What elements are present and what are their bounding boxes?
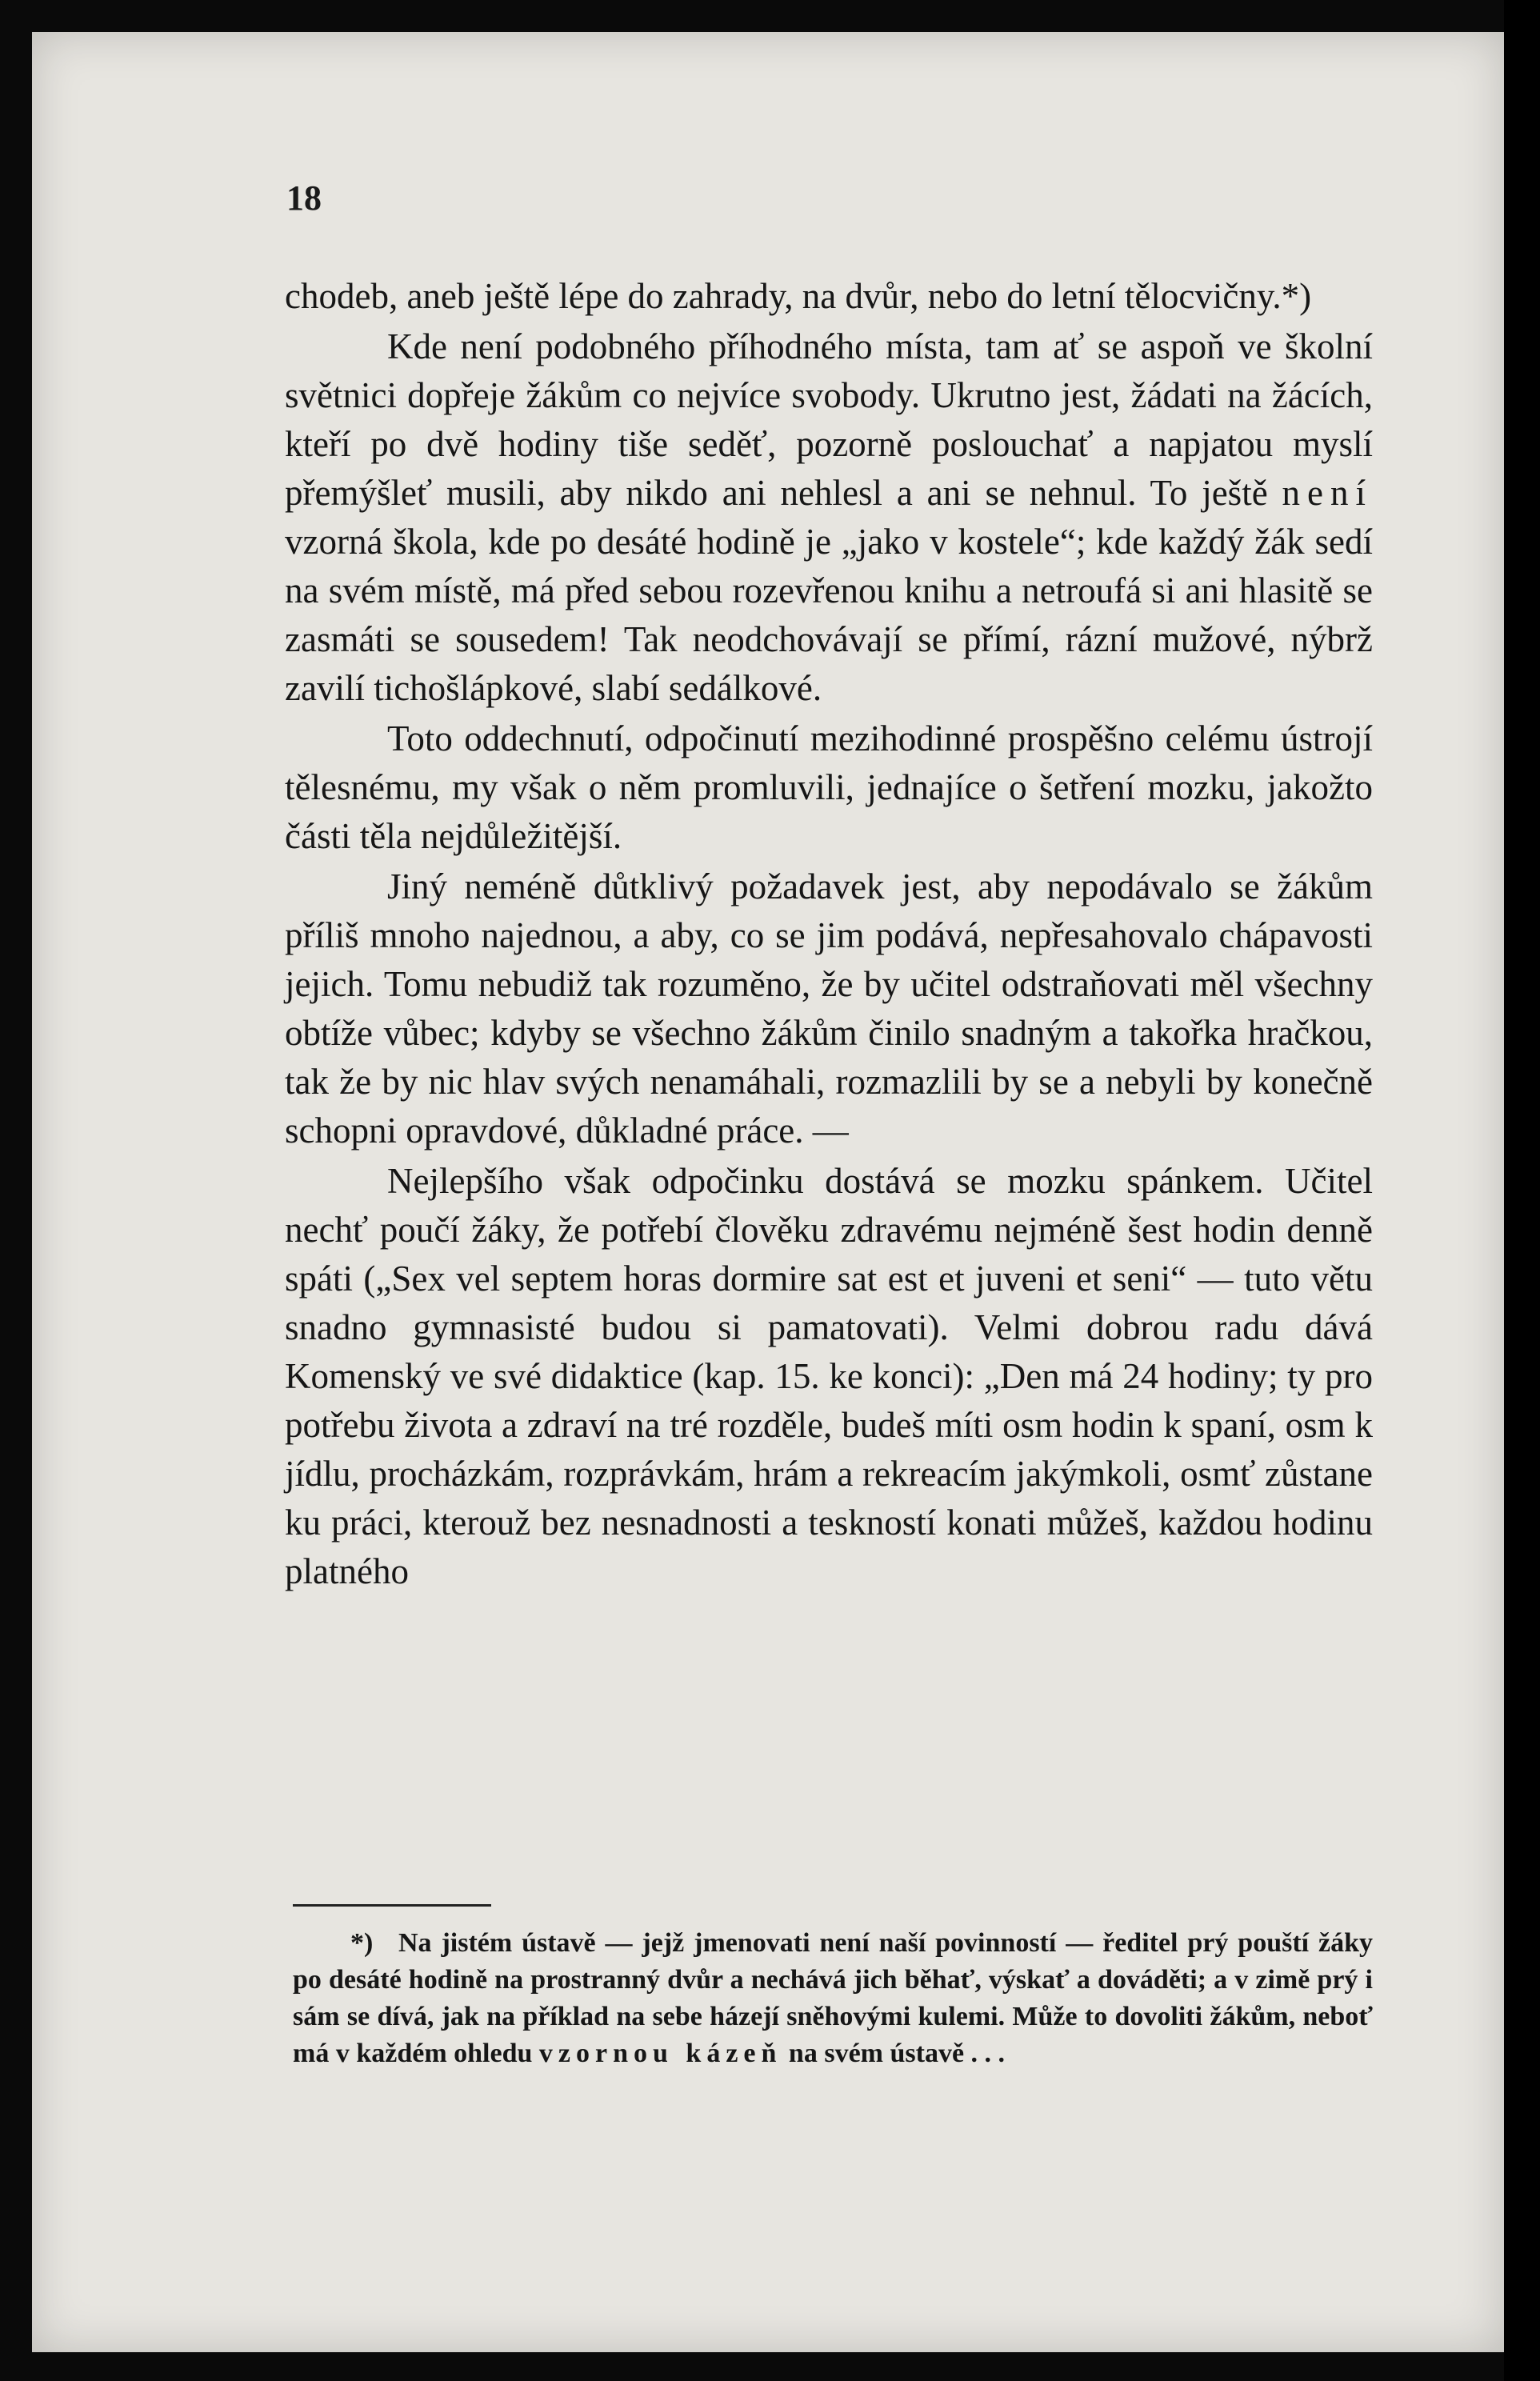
footnote-text-end: na svém ústavě . . . [788, 2039, 1006, 2068]
emphasized-word: není [1282, 473, 1373, 513]
paragraph-2-end: vzorná škola, kde po desáté hodině je „jako v kostele“; kde každý žák sedí na svém místě, má před sebou rozevřenou knihu a netroufá si ani hlasitě se zasmáti se sousedem! Tak neodchovávají se přímí, rázní mužové, nýbrž zavilí tichošlápkové, slabí sedálkové. [285, 522, 1373, 708]
page-number: 18 [286, 178, 322, 218]
footnote [293, 1925, 1373, 2072]
footnote-mark: *) [350, 1928, 374, 1958]
footnote-emphasized: vzornou kázeň [538, 2039, 782, 2068]
body-text [285, 272, 1373, 1598]
footnote-text-start: Na jistém ústavě — jejž jmenovati není naší povinností — ředitel prý pouští žáky po desáté hodině na prostranný dvůr a nechává jich běhať, výskať a dováděti; a v zimě prý i sám se dívá, jak na příklad na sebe házejí sněhovými kulemi. Může to dovoliti žákům, neboť má v každém ohledu [293, 1928, 1373, 2068]
footnote-divider [293, 1904, 491, 1907]
paragraph-2 [285, 322, 1373, 713]
paragraph-1: chodeb, aneb ještě lépe do zahrady, na dvůr, nebo do letní tělocvičny.*) [285, 276, 1312, 316]
paragraph-2-start: Kde není podobného příhodného místa, tam ať se aspoň ve školní světnici dopřeje žákům co nejvíce svobody. Ukrutno jest, žádati na žácích, kteří po dvě hodiny tiše seděť, pozorně poslouchať a napjatou myslí přemýšleť musili, aby nikdo ani nehlesl a ani se nehnul. To ještě [285, 326, 1373, 513]
paragraph-5: Nejlepšího však odpočinku dostává se mozku spánkem. Učitel nechť poučí žáky, že potřebí člověku zdravému nejméně šest hodin denně spáti („Sex vel septem horas dormire sat est et juveni et seni“ — tuto větu snadno gymnasisté budou si pamatovati). Velmi dobrou radu dává Komenský ve své didaktice (kap. 15. ke konci): „Den má 24 hodiny; ty pro potřebu života a zdraví na tré rozděle, budeš míti osm hodin k spaní, osm k jídlu, procházkám, rozprávkám, hrám a rekreacím jakýmkoli, osmť zůstane ku práci, kterouž bez nesnadnosti a teskností konati můžeš, každou hodinu platného [285, 1161, 1373, 1591]
page-edge-shadow [1504, 0, 1540, 2381]
paragraph-3: Toto oddechnutí, odpočinutí mezihodinné prospěšno celému ústrojí tělesnému, my však o něm promluvili, jednajíce o šetření mozku, jakožto části těla nejdůležitější. [285, 718, 1373, 856]
paragraph-4: Jiný neméně důtklivý požadavek jest, aby nepodávalo se žákům příliš mnoho najednou, a aby, co se jim podává, nepřesahovalo chápavosti jejich. Tomu nebudiž tak rozuměno, že by učitel odstraňovati měl všechny obtíže vůbec; kdyby se všechno žákům činilo snadným a takořka hračkou, tak že by nic hlav svých nenamáhali, rozmazlili by se a nebyli by konečně schopni opravdové, důkladné práce. — [285, 866, 1373, 1150]
